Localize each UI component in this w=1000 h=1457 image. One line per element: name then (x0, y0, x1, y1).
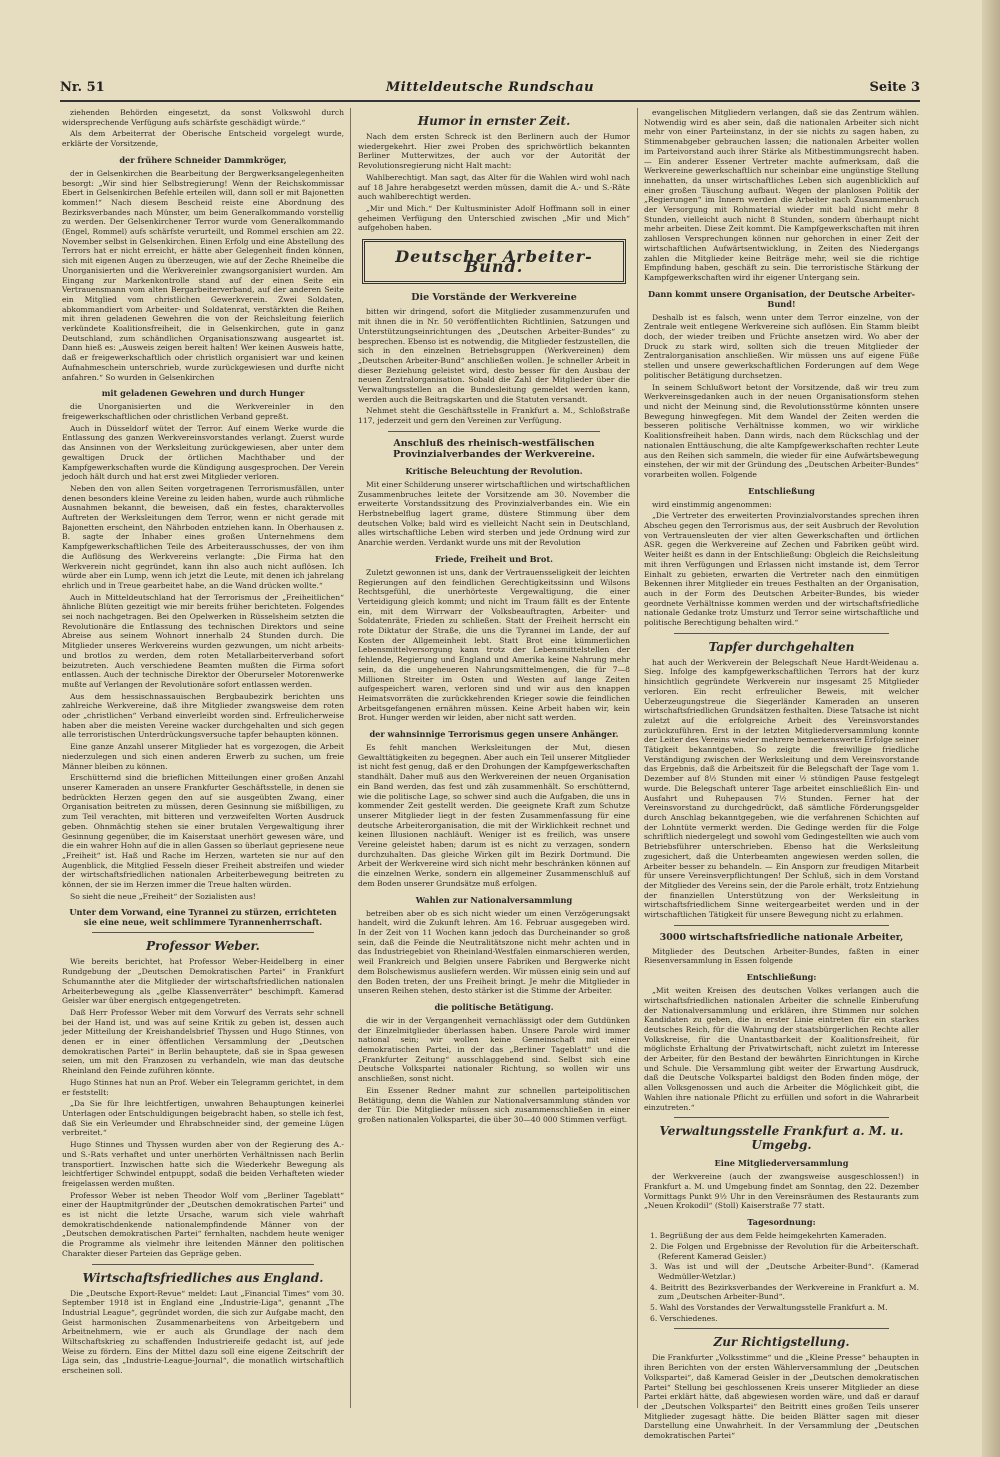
newspaper-title: Mitteldeutsche Rundschau (385, 80, 595, 95)
paragraph: Eine ganze Anzahl unserer Mitglieder hat es vorgezogen, die Arbeit niederzulegen und sich einen anderen Erwerb zu suchen, um freie Männer bleiben zu können. (62, 742, 344, 771)
subheading: Entschließung: (746, 972, 817, 983)
column-separator (350, 108, 351, 1408)
subheading: Friede, Freiheit und Brot. (435, 553, 553, 564)
closing-statement: Unter dem Vorwand, eine Tyrannei zu stürzen, errichteten sie eine neue, weit schlimmere Tyrannenherrschaft. (69, 907, 337, 928)
issue-number: Nr. 51 (60, 80, 105, 95)
paragraph: betreiben aber ob es sich nicht wieder um einen Verzögerungsakt handelt, wird die Zukunft lehren. Am 16. Februar ausgegeben wird. In der Zeit von 11 Wochen kann jedoch das Durcheinander so groß sein, daß die Feinde die Neutralitätszone nicht mehr achten und in das Industriegebiet von Rheinland-Westfalen einmarschieren werden, weil Frankreich und Belgien unsere Fabriken und Bergwerke nicht dem Bolschewismus ausliefern werden. Wir müssen einig sein und auf den Boden treten, der uns Freiheit bringt. Je mehr die Mitglieder in unseren Reihen stehen, desto stärker ist die Stimme der Arbeiter. (358, 908, 630, 996)
page-number: Seite 3 (869, 80, 920, 95)
paragraph: Mit einer Schilderung unserer wirtschaftlichen und wirtschaftlichen Zusammenbruches leitete der Vorsitzende am 30. November die erweiterte Vorstandssitzung des Provinzialverbandes ein. Wie ein Herbstnebelflug lagert grame, düstere Stimmung über dem deutschen Volke; bald wird es vielleicht Nacht sein in Deutschland, alles wirtschaftliche Leben wird sterben und jede Ordnung wird zur Anarchie werden. Verdankt wurde uns mit der Revolution (358, 479, 630, 548)
paragraph: bitten wir dringend, sofort die Mitglieder zusammenzurufen und mit ihnen die in Nr. 50 veröffentlichten Richtlinien, Satzungen und Unterstützungseinrichtungen des „Deutschen Arbeiter-Bundes“ zu besprechen. Ebenso ist es notwendig, die Mitglieder festzustellen, die sich in den einzelnen Betriebsgruppen (Werkvereinen) dem „Deutschen Arbeiter-Bund“ anschließen wollen. Je schneller Arbeit in dieser Beziehung geleistet wird, desto besser für den Ausbau der neuen Zentralorganisation. Sobald die Zahl der Mitglieder über die Verwaltungsstellen an die Bundesleitung gemeldet werden kann, werden auch die Beitragskarten und die Statuten versandt. (358, 307, 630, 404)
article-heading: Anschluß des rheinisch-westfälischen Provinzialverbandes der Werkvereine. (393, 437, 595, 460)
paragraph: Nehmet steht die Geschäftsstelle in Frankfurt a. M., Schloßstraße 117, jederzeit und gern den Vereinen zur Verfügung. (358, 406, 630, 426)
paragraph: Mitglieder des Deutschen Arbeiter-Bundes, faßten in einer Riesenversammlung in Essen folgende (644, 946, 919, 966)
paragraph: Neben den von allen Seiten vorgetragenen Terrorismusfällen, unter denen besonders kleine Vereine zu leiden haben, wurde auch rühmliche Ausnahmen bekannt, die beweisen, daß ein festes, charaktervolles Auftreten der Werksleitungen dem Terror, wenn er nicht gerade mit Bajonetten erscheint, den Nährboden entziehen kann. In Oberhausen z. B. sagte der Inhaber eines großen Unternehmens dem Kampfgewerkschaftlichen Teile des Arbeiterausschusses, der von ihm die Auflösung des Werkvereins verlangte: „Die Firma hat den Werkverein nicht gegründet, kann ihn also auch nicht auflösen. Ich würde aber ein Lump, wenn ich jetzt die Leute, mit denen ich jahrelang ehrlich und in Treue gearbeitet habe, an die Wand drücken wollte.“ (62, 483, 344, 590)
paragraph: Nach dem ersten Schreck ist den Berlinern auch der Humor wiedergekehrt. Hier zwei Proben des sprichwörtlich bekannten Berliner Mutterwitzes, der auch vor der Autorität der Revolutionsregierung nicht Halt macht: (358, 132, 630, 171)
agenda-title: Tagesordnung: (747, 1217, 816, 1228)
paragraph: Daß Herr Professor Weber mit dem Vorwurf des Verrats sehr schnell bei der Hand ist, und was auf seine Kritik zu geben ist, dessen auch jeder Mitteilung der Kreishandelsbrief Thyssen und Hugo Stinnes, von denen er in einer öffentlichen Versammlung der „Deutschen demokratischen Partei“ in Berlin behauptete, daß sie in Spaa gewesen seien, um mit den Franzosen zu verhandeln, wie man das deutsche Rheinland den Feinde zuführen könnte. (62, 1007, 344, 1076)
divider (674, 633, 889, 634)
page-header (60, 78, 920, 100)
column-separator (637, 108, 638, 1408)
article-heading: Humor in ernster Zeit. (417, 114, 571, 128)
divider (388, 431, 600, 432)
paragraph: ziehenden Behörden eingesetzt, da sonst Volkswohl durch widersprechende Verfügung aufs schärfste geschädigt würde.“ (62, 108, 344, 127)
paragraph: Auch in Düsseldorf wütet der Terror. Auf einem Werke wurde die Entlassung des ganzen Werkvereinsvorstandes verlangt. Zuerst wurde das Ansinnen von der Werksleitung zurückgewiesen, aber unter dem gewaltigen Druck der örtlichen Machthaber und der Kampfgewerkschaften wurde die Kündigung ausgesprochen. Der Verein jedoch hält durch und hat erst zwei Mitglieder verloren. (62, 423, 344, 482)
article-heading: Die Vorstände der Werkvereine (411, 292, 577, 304)
paragraph: „Mir und Mich.“ Der Kultusminister Adolf Hoffmann soll in einer geheimen Verfügung den Unterschied zwischen „Mir und Mich“ aufgehoben haben. (358, 203, 630, 233)
paragraph: evangelischen Mitgliedern verlangen, daß sie das Zentrum wählen. Notwendig wird es aber sein, daß die nationalen Arbeiter sich nicht mehr von einer Parteiinstanz, in der sie nichts zu sagen haben, zu Stimmenabgeber gebrauchen lassen; die nationalen Arbeiter wollen im Parteivorstand auch ihrer Stärke als Mitbestimmungsrecht haben. — Ein anderer Essener Vertreter machte aufmerksam, daß die Werkvereine gewerkschaftlich nur scheinbar eine ungünstige Stellung innehatten, da unser wirtschaftliches Leben sich augenblicklich auf einer großen Täuschung aufbaut. Wegen der planlosen Politik der „Regierungen“ im Innern werden die Arbeiter nach Zusammenbruch der Versorgung mit Rohmaterial wieder mit bald nicht mehr 8 Stunden, vielleicht auch nicht 8 Stunden, sondern überhaupt nicht mehr arbeiten. Diese Zeit kommt. Die Kampfgewerkschaften mit ihren zahllosen Versprechungen können nur gehorchen in einer Zeit der wirtschaftlichen Aufwärtsentwicklung, in Zeiten des Niedergangs zahlen die Mitglieder keine Beiträge mehr, weil sie die richtige Empfindung haben, geschäft zu sein. Die terroristische Stärkung der Kampfgewerkschaften wird ihr eigener Untergang sein. (644, 108, 919, 282)
paragraph: Professor Weber ist neben Theodor Wolf vom „Berliner Tageblatt“ einer der Hauptmitgründer der „Deutschen demokratischen Partei“ und es ist nicht die letzte Ursache, warum sich viele wahrhaft demokratischdenkende nationalempfindende Männer von der „Deutschen demokratischen Partei“ fernhalten, nachdem heute weniger die Programme als vielmehr ihre leitenden Männer den politischen Charakter dieser Parteien das Gepräge geben. (62, 1190, 344, 1258)
article-heading: Verwaltungsstelle Frankfurt a. M. u. Umgebg. (659, 1124, 904, 1153)
divider (674, 925, 889, 926)
agenda-item: 2. Die Folgen und Ergebnisse der Revolution für die Arbeiterschaft. (Referent Kamerad Geisler.) (650, 1241, 919, 1261)
paragraph: Wahlberechtigt. Man sagt, das Alter für die Wahlen wird wohl nach auf 18 Jahre herabgesetzt werden müssen, damit die A.- und S.-Räte auch wahlberechtigt werden. (358, 172, 630, 202)
banner-title: Deutscher Arbeiter-Bund. (395, 247, 593, 276)
subheading: Kritische Beleuchtung der Revolution. (405, 465, 583, 476)
column-2 (358, 108, 630, 1408)
paragraph: Wie bereits berichtet, hat Professor Weber-Heidelberg in einer Rundgebung der „Deutschen Demokratischen Partei“ in Frankfurt Schumannthe ater die Mitglieder der wirtschaftsfriedlichen nationalen Arbeiterbewegung als „gelbe Klassenverräter“ beschimpft. Kamerad Geisler war über energisch entgegengetreten. (62, 957, 344, 1006)
paragraph: der in Gelsenkirchen die Bearbeitung der Bergwerksangelegenheiten besorgt: „Wir sind hier Selbstregierung! Wenn der Reichskommissar Ebert in Gelsenkirchen Befehle erteilen will, dann soll er mit Bajonetten kommen!“ Nach diesem Bescheid reiste eine Abordnung des Bezirksverbandes nach Münster, um beim Generalkommando vorstellig zu werden. Der Gelsenkirchener Terror wurde vom Generalkommando (Engel, Rommel) aufs schärfste verurteilt, und Rommel erschien am 22. November selbst in Gelsenkirchen. Einen Erfolg und eine Abstellung des Terrors hat er nicht erreicht, er hätte aber Gelegenheit finden können, sich mit eigenen Augen zu überzeugen, wie auf der Zeche Rheinelbe die Unorganisierten und die Werkvereinler zwangsorganisiert wurden. Am Eingang zur Markenkontrolle stand auf der einen Seite ein Vertrauensmann vom alten Bergarbeiterverband, auf der anderen Seite ein Mitglied vom christlichen Gewerkverein. Zwei Soldaten, abkommandiert vom Arbeiter- und Soldatenrat, verstärkten die Reihen mit ihren geladenen Gewehren die von der Reichsleitung feierlich verkündete Koalitionsfreiheit, die in Gelsenkirchen, gute in ganz Deutschland, zum schändlichen Organisationszwang ausgeartet ist. Dann hieß es: „Ausweis zeigen bereit halten! Wer keinen Ausweis hatte, daß er freigewerkschaftlich oder christlich organisiert war und keinen Aufnahmeschein unterschrieb, wurde zurückgewiesen und durfte nicht anfahren.“ So wurden in Gelsenkirchen (62, 168, 344, 382)
subheading: mit geladenen Gewehren und durch Hunger (101, 388, 305, 399)
paragraph: Die „Deutsche Export-Revue“ meldet: Laut „Financial Times“ vom 30. September 1918 ist in England eine „Industrie-Liga“, genannt „The Industrial League“, gegründet worden, die sich zur Aufgabe macht, den Geist harmonischen Zusammenarbeitens von Arbeitgebern und Arbeitnehmern, wie er auch als Grundlage der nach dem Wiltschaftskrieg zu schaffenden Industriereife gedacht ist, auf jede Weise zu fördern. Eins der Mittel dazu soll eine eigene Zeitschrift der Liga sein, das „Industrie-League-Journal“, die monatlich wirtschaftlich erscheinen soll. (62, 1288, 344, 1376)
paragraph: Ein Essener Redner mahnt zur schnellen parteipolitischen Betätigung, denn die Wahlen zur Nationalversammlung ständen vor der Tür. Die Mitglieder müssen sich zusammenschließen in einer großen nationalen Volkspartei, die über 30—40 000 Stimmen verfügt. (358, 1085, 630, 1124)
paragraph: „Mit weiten Kreisen des deutschen Volkes verlangen auch die wirtschaftsfriedlichen nationalen Arbeiter die schnelle Einberufung der Nationalversammlung und erklären, ihre Stimmen nur solchen Kandidaten zu geben, die in erster Linie eintreten für ein starkes deutsches Reich, für die Wahrung der staatsbürgerlichen Rechte aller Volkskreise, für die Unantastbarkeit der Koalitionsfreiheit, für möglichste Erhaltung der Privatwirtschaft, nicht zuletzt im Interesse der Arbeiter, für den Bestand der bewährten Einrichtungen in Kirche und Schule. Die Versammlung gibt weiter der Erwartung Ausdruck, daß die Deutsche Volkspartei baldigst den Boden finden möge, der allen Volksgenossen und auch die Arbeiter die Möglichkeit gibt, die Wahlen ihre nationale Pflicht zu erfüllen und sofort in die Wahrarbeit einzutreten.“ (644, 986, 919, 1112)
divider (92, 932, 314, 933)
paragraph: Deshalb ist es falsch, wenn unter dem Terror einzelne, von der Zentrale weit entlegene Werkvereine sich auflösen. Ein Stamm bleibt doch, der wieder treiben und Früchte ansetzen wird. Wo aber der Druck zu stark wird, sollten sich die treuen Mitglieder der Zentralorganisation anschließen. Wir müssen uns auf eigene Füße stellen und unsere gewerkschaftlichen Forderungen auf dem Wege politischer Betätigung durchsetzen. (644, 312, 919, 380)
agenda-item: 6. Verschiedenes. (650, 1313, 718, 1323)
article-heading: Zur Richtigstellung. (713, 1335, 850, 1350)
subheading: Eine Mitgliederversammlung (714, 1158, 849, 1169)
paragraph: hat auch der Werkverein der Belegschaft Neue Hardt-Weidenau a. Sieg. Infolge des kampfgewerkschaftlichen Terrors hat der kurz hinsichtlich gegründete Werkverein nur insgesamt 25 Mitglieder verloren. Ein recht erfreulicher Beweis, mit welcher Ueberzeugungstreue die Siegerländer Kameraden an unseren wirtschaftsfriedlichen Grundsätzen festhalten. Diese Tatsache ist nicht zuletzt auf die erfolgreiche Arbeit des Vereinsvorstandes zurückzuführen. Erst in der letzten Mitgliederversammlung konnte der Leiter des Vereins wieder mehrere bemerkenswerte Erfolge seiner Tätigkeit bekanntgeben. So zeigte die freiwillige friedliche Verständigung zwischen der Werksleitung und dem Vereinsvorstande das Ergebnis, daß die Arbeitszeit für die Belegschaft der Tage vom 1. Dezember auf 8½ Stunden mit einer ½ stündigen Pause festgelegt wurde. Die Belegschaft unterer Tage arbeitet einschließlich Ein- und Ausfahrt und Ruhepausen 7½ Stunden. Ferner hat der Vereinsvorstand zu durchgedrückt, daß sämtliche Förderungsgelder durch Anschlag bekanntgegeben, wie die verfahrenen Schichten auf der Lohntüte vermerkt werden. Die Gedinge werden für die Folge schriftlich niedergelegt und sowohl vom Gedingestellten wie auch vom Betriebsführer unterschrieben. Ebenso hat die Werksleitung zugesichert, daß die Unterbeamten angewiesen werden sollen, die Arbeiter besser zu behandeln. — Ein Ansporn zur freudigen Mitarbeit für unsere Vereinsverpflichtungen! Der Schluß, sich in dem Vorstand der Mitglieder des Vereins sein, der die Parole erhält, trotz Entziehung der finanziellen Unterstützung von der Werksleitung in wirtschaftsfriedlichem Sinne weitergearbeitet werden und in der wirtschaftlichen Tätigkeit für unsere Bewegung nicht zu erlahmen. (644, 657, 919, 920)
paragraph: Aus dem hessischnassauischen Bergbaubezirk berichten uns zahlreiche Werkvereine, daß ihre Mitglieder zwangsweise dem roten oder „christlichen“ Verband einverleibt worden sind. Erfreulicherweise haben aber die meisten Vereine wacker durchgehalten und sich gegen alle terroristischen Unterdrückungsversuche tapfer behaupten können. (62, 691, 344, 740)
divider (674, 1328, 889, 1329)
paragraph: Zuletzt gewonnen ist uns, dank der Vertrauensseligkeit der leichten Regierungen auf den feindlichen Gerechtigkeitssinn und Wilsons Rechtsgefühl, die unerhörteste Vergewaltigung, die einer Verteidigung gleich kommt; und nicht im Traum fällt es der Entente ein, mit dem Wirrwarr der Volksbeauftragten, Arbeiter- und Soldatenräte, Frieden zu schließen. Statt der Freiheit herrscht ein rote Diktatur der Straße, die uns die Tyrannei im Lande, der auf Kosten der Allgemeinheit lebt. Statt Brot eine kümmerlichen Lebensmittelversorgung kann trotz der Lebensmittelstellen der fehlende, Regierung und England und Amerika keine Nahrung mehr sein, da die ungeheueren Nahrungsmittelmengen, die für 7—8 Millionen Streiter im Osten und Westen auf lange Zeiten aufgespeichert waren, verloren sind und wir aus den knappen Heimatsvorräten die zurückkehrenden Krieger sowie die feindlichen Arbeitsgefangenen ernähren müssen. Keine Arbeit haben wir, kein Brot. Hunger werden wir leiden, aber nicht satt werden. (358, 567, 630, 723)
paragraph: die Unorganisierten und die Werkvereinler in den freigewerkschaftlichen oder christlichen Verband gepreßt. (62, 402, 344, 421)
page-edge (982, 0, 1000, 1457)
column-1 (62, 108, 344, 1408)
header-rule (60, 100, 920, 102)
divider (674, 1117, 889, 1118)
paragraph: So sieht die neue „Freiheit“ der Sozialisten aus! (70, 891, 256, 901)
paragraph: Als dem Arbeiterrat der Oberische Entscheid vorgelegt wurde, erklärte der Vorsitzende, (62, 129, 344, 149)
paragraph: Es fehlt manchen Werksleitungen der Mut, diesen Gewalttätigkeiten zu begegnen. Aber auch ein Teil unserer Mitglieder ist nicht fest genug, daß er den Drohungen der Kampfgewerkschaften standhält. Daher muß aus den Werkvereinen der neuen Organisation ein Band werden, das fest und zäh zusammenhält. So erschütternd, wie die politische Lage, so schwer sind auch die Aufgaben, die uns in kommender Zeit gestellt werden. Die geeignete Kraft zum Schutze unserer Mitglieder liegt in der festen Zusammenfassung für eine deutsche Arbeiterorganisation, die mit der Wirklichkeit rechnet und keinen Illusionen nachläuft. Weniger ist es freilich, was unsere Vereine geleistet haben; darum ist es nicht zu verzagen, sondern durchzuhalten. Das gleiche Wirken gilt im Bezirk Dortmund. Die Arbeit der Werkvereine wird sich nicht mehr beschränken können auf die einzelnen Werke, sondern ein allgemeiner Zusammenschluß auf dem Boden unserer Grundsätze muß erfolgen. (358, 743, 630, 888)
paragraph: „Da Sie für Ihre leichtfertigen, unwahren Behauptungen keinerlei Unterlagen oder Entschuldigungen beigebracht haben, so stelle ich fest, daß Sie ein Verleumder und Ehrabschneider sind, der gemeine Lügen verbreitet.“ (62, 1099, 344, 1138)
subheading: die politische Betätigung. (434, 1001, 554, 1012)
agenda-item: 4. Beitritt des Bezirksverbandes der Werkvereine in Frankfurt a. M. zum „Deutschen Arbeiter-Bund“. (650, 1282, 919, 1302)
article-heading: 3000 wirtschaftsfriedliche nationale Arbeiter, (659, 931, 904, 943)
paragraph: Hugo Stinnes und Thyssen wurden aber von der Regierung des A.- und S.-Rats verhaftet und unter unerhörten Verhältnissen nach Berlin transportiert. Inzwischen hatte sich die Wiederkehr Bewegung als leichtfertiger Schwindel entpuppt, sodaß die beiden Verhafteten wieder freigelassen werden mußten. (62, 1140, 344, 1188)
column-3 (644, 108, 919, 1441)
agenda-item: 1. Begrüßung der aus dem Felde heimgekehrten Kameraden. (650, 1231, 887, 1241)
divider (92, 1264, 314, 1265)
article-heading: Wirtschaftsfriedliches aus England. (82, 1270, 324, 1285)
section-banner (362, 239, 626, 284)
article-heading: Tapfer durchgehalten (708, 639, 855, 654)
paragraph: Die Frankfurter „Volksstimme“ und die „Kleine Presse“ behaupten in ihren Berichten von der ersten Wählerversammlung der „Deutschen Volkspartei“, daß Kamerad Geisler in der „Deutschen demokratischen Partei“ Stellung bei geschlossenen Kreis unserer Mitglieder an diese Partei erklärt hätte, daß abgewiesen worden wäre, und daß er darauf der „Deutschen Volkspartei“ den Beitritt eines großen Teils unserer Mitglieder zugesagt hätte. Die beiden Blätter sagen mit dieser Darstellung eine Unwahrheit. In der Versammlung der „Deutschen demokratischen Partei“ (644, 1353, 919, 1441)
subheading: Dann kommt unsere Organisation, der Deutsche Arbeiter-Bund! (648, 288, 915, 309)
paragraph: In seinem Schlußwort betont der Vorsitzende, daß wir treu zum Werkvereinsgedanken auch in der neuen Organisationsform stehen und nicht der Meinung sind, die Revolutionsstürme könnten unsere Bewegung hinwegfegen. Mit dem Wandel der Zeiten werden die besseren politische Verhältnisse kommen, wo wir wirkliche Koalitionsfreiheit haben. Dann wirds, nach dem Rückschlag und der nationalen Enttäuschung, die alte Kampfgewerkschaften rechter Leute aus den Reihen sich sammeln, die wieder für eine Aufwärtsbewegung einstehen, der wir mit der Gründung des „Deutschen Arbeiter-Bundes“ vorarbeiten wollen. Folgende (644, 382, 919, 479)
paragraph: „Die Vertreter des erweiterten Provinzialvorstandes sprechen ihren Abscheu gegen den Terrorismus aus, der seit Ausbruch der Revolution von Vertrauensleuten der vier alten Gewerkschaften und örtlichen ASR. gegen die Werkvereine auf Zechen und Fabriken geübt wird. Weiter heißt es dann in der Entschließung: Obgleich die Reichsleitung mit ihren Verfügungen und Erlassen nicht imstande ist, dem Terror Einhalt zu gebieten, erwarten die Vertreter nach den einmütigen Bekennen ihrer Mitglieder ein treues Festhalten an der Organisation, auch in der Form des Deutschen Arbeiter-Bundes, bis wieder geordnete Verhältnisse kommen werden und der wirtschaftsfriedliche nationale Gedanke trotz Umsturz und Terror seine wirtschaftliche und politische Berechtigung behalten wird.“ (644, 511, 919, 628)
paragraph: wird einstimmig angenommen: (652, 499, 772, 509)
paragraph: die wir in der Vergangenheit vernachlässigt oder dem Gutdünken der Einzelmitglieder überlassen haben. Unsere Parole wird immer national sein; wir wollen keine Gemeinschaft mit einer demokratischen Partei, in der das „Berliner Tageblatt“ und die „Frankfurter Zeitung“ ausschlaggebend sind. Selbst sich eine Deutsche Volkspartei nationaler Richtung, so wollen wir uns anschließen, sonst nicht. (358, 1015, 630, 1084)
name-line: der frühere Schneider Dammkröger, (119, 154, 287, 165)
paragraph: der Werkvereine (auch der zwangsweise ausgeschlossen!) in Frankfurt a. M. und Umgebung findet am Sonntag, den 22. Dezember Vormittags Punkt 9½ Uhr in den Vereinsräumen des Restaurants zum „Neuen Krokodil“ (Stoll) Kaiserstraße 77 statt. (644, 1172, 919, 1211)
agenda-item: 3. Was ist und will der „Deutsche Arbeiter-Bund“. (Kamerad Wedmüller-Wetzlar.) (650, 1262, 919, 1281)
subheading: der wahnsinnige Terrorismus gegen unsere Anhänger. (369, 729, 619, 740)
paragraph: Hugo Stinnes hat nun an Prof. Weber ein Telegramm gerichtet, in dem er feststellt: (62, 1077, 344, 1097)
subheading: Entschließung (748, 485, 815, 496)
paragraph: Auch in Mitteldeutschland hat der Terrorismus der „Freiheitlichen“ ähnliche Blüten gezeitigt wie mir bereits früher berichteten. Folgendes sei noch nachgetragen. Bei den Opelwerken in Rüsselsheim setzten die Revolutionäre die Entlassung des technischen Direktors und seine Abreise aus seinem Wohnort innerhalb 24 Stunden durch. Die Mitglieder unseres Werkvereins wurden gezwungen, um nicht arbeits- und brotlos zu werden, dem roten Metallarbeiterverband sofort beizutreten. Auch verschiedene Beamten mußten die Firma sofort entlassen. Auch der technische Direktor der Oberurseler Motorenwerke mußte auf Verlangen der Revolutionäre sofort entlassen werden. (62, 592, 344, 689)
paragraph: Erschütternd sind die brieflichen Mitteilungen einer großen Anzahl unserer Kameraden an unsere Frankfurter Geschäftsstelle, in denen sie bedrückten Herzen gegen den auf sie ausgeübten Zwang, einer Organisation beitreten zu müssen, deren Gesinnung sie mißbilligen, zu zum Teil verachten, mit bitteren und verzweifelten Worten Ausdruck geben. Ohnmächtig stehen sie einer brutalen Vergewaltigung ihrer Gesinnung gegenüber, die im Kaiserstaat unerhört gewesen wäre, und die ein wahrer Hohn auf die in allen Gassen so überlaut gepriesene neue „Freiheit“ ist. Haß und Rache im Herzen, warteten sie nur auf den Augenblick, die Mitglied Fesseln dieser Freiheit abstreifen und wieder der wirtschaftsfriedlichen nationalen Arbeiterbewegung beitreten zu können, der sie im Herzen immer die Treue halten würden. (62, 773, 344, 890)
subheading: Wahlen zur Nationalversammlung (415, 894, 573, 905)
agenda-item: 5. Wahl des Vorstandes der Verwaltungsstelle Frankfurt a. M. (650, 1303, 888, 1313)
article-heading: Professor Weber. (146, 939, 260, 954)
